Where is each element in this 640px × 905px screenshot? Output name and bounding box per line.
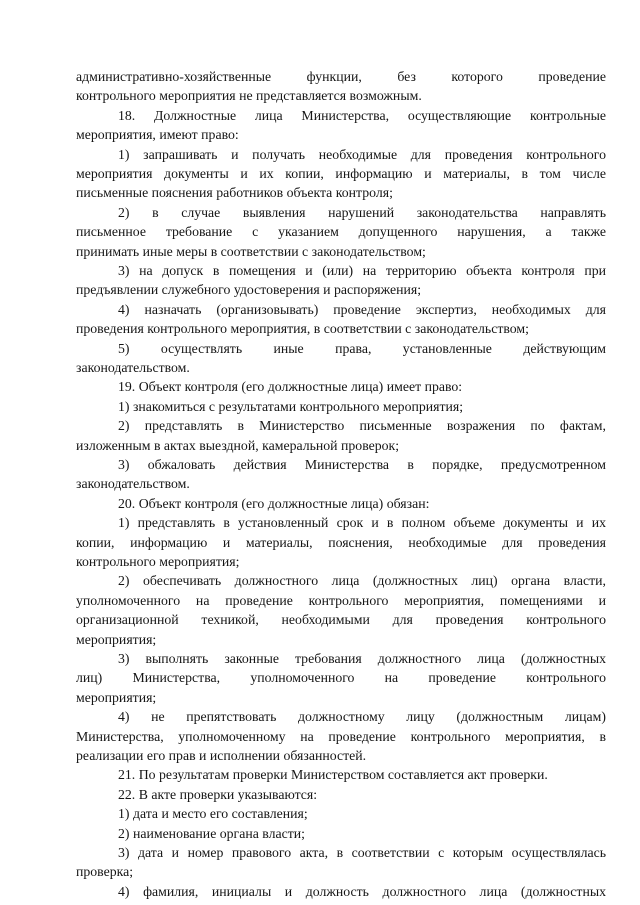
text-line: организационной техникой, необходимыми для проведения контрольного <box>76 612 606 628</box>
text-line: контрольного мероприятия; <box>76 554 240 569</box>
text-line: 3) на допуск в помещения и (или) на территорию объекта контроля при <box>118 263 606 278</box>
text-line: уполномоченного на проведение контрольного мероприятия, помещениями и <box>76 592 606 608</box>
text-line: предъявлении служебного удостоверения и распоряжения; <box>76 282 422 298</box>
text-line: контрольного мероприятия не представляется возможным. <box>76 88 422 104</box>
text-line: письменные пояснения работников объекта контроля; <box>76 185 393 201</box>
text-line: 1) запрашивать и получать необходимые для проведения контрольного <box>118 146 606 162</box>
text-line: 3) дата и номер правового акта, в соответствии с которым осуществлялась <box>118 845 606 860</box>
text-line: 5) осуществлять иные права, установленные действующим <box>118 340 606 356</box>
text-line: 20. Объект контроля (его должностные лица) обязан: <box>118 495 430 511</box>
text-line: реализации его прав и исполнении обязанностей. <box>76 748 367 763</box>
text-line: изложенным в актах выездной, камеральной проверок; <box>76 437 400 453</box>
text-line: 2) обеспечивать должностного лица (должностных лиц) органа власти, <box>118 573 606 589</box>
text-line: 2) в случае выявления нарушений законодательства направлять <box>118 204 606 220</box>
text-line: принимать иные меры в соответствии с законодательством; <box>76 243 426 259</box>
text-line: мероприятия, имеют право: <box>76 127 239 143</box>
text-line: 22. В акте проверки указываются: <box>118 786 318 802</box>
text-line: 1) знакомиться с результатами контрольного мероприятия; <box>118 398 464 414</box>
text-line: 4) фамилия, инициалы и должность должностного лица (должностных <box>118 883 606 899</box>
text-line: 19. Объект контроля (его должностные лица) имеет право: <box>118 379 463 395</box>
text-line: проверка; <box>76 864 134 880</box>
text-line: мероприятия; <box>76 689 157 705</box>
text-line: законодательством. <box>76 360 190 375</box>
text-line: 2) представлять в Министерство письменные возражения по фактам, <box>118 418 606 434</box>
text-line: проведения контрольного мероприятия, в соответствии с законодательством; <box>76 321 529 337</box>
text-line: законодательством. <box>76 476 190 492</box>
text-line: лиц) Министерства, уполномоченного на проведение контрольного <box>76 670 606 686</box>
text-line: 3) обжаловать действия Министерства в порядке, предусмотренном <box>118 457 606 472</box>
text-line: копии, информацию и материалы, пояснения, необходимые для проведения <box>76 534 606 550</box>
text-line: 4) назначать (организовывать) проведение экспертиз, необходимых для <box>118 301 606 317</box>
text-line: 18. Должностные лица Министерства, осуществляющие контрольные <box>118 107 606 123</box>
text-line: 21. По результатам проверки Министерством составляется акт проверки. <box>118 767 548 783</box>
text-line: мероприятия документы и их копии, информацию и материалы, в том числе <box>76 166 606 181</box>
text-line: 2) наименование органа власти; <box>118 825 306 841</box>
text-line: 1) дата и место его составления; <box>118 806 308 822</box>
text-line: 4) не препятствовать должностному лицу (должностным лицам) <box>118 709 606 725</box>
text-line: 1) представлять в установленный срок и в полном объеме документы и их <box>118 515 606 531</box>
text-line: письменное требование с указанием допущенного нарушения, а также <box>76 224 606 240</box>
text-line: Министерства, уполномоченному на проведение контрольного мероприятия, в <box>76 728 606 744</box>
text-line: административно-хозяйственные функции, без которого проведение <box>76 69 606 84</box>
text-line: 3) выполнять законные требования должностного лица (должностных <box>118 651 606 666</box>
text-line: мероприятия; <box>76 631 157 647</box>
